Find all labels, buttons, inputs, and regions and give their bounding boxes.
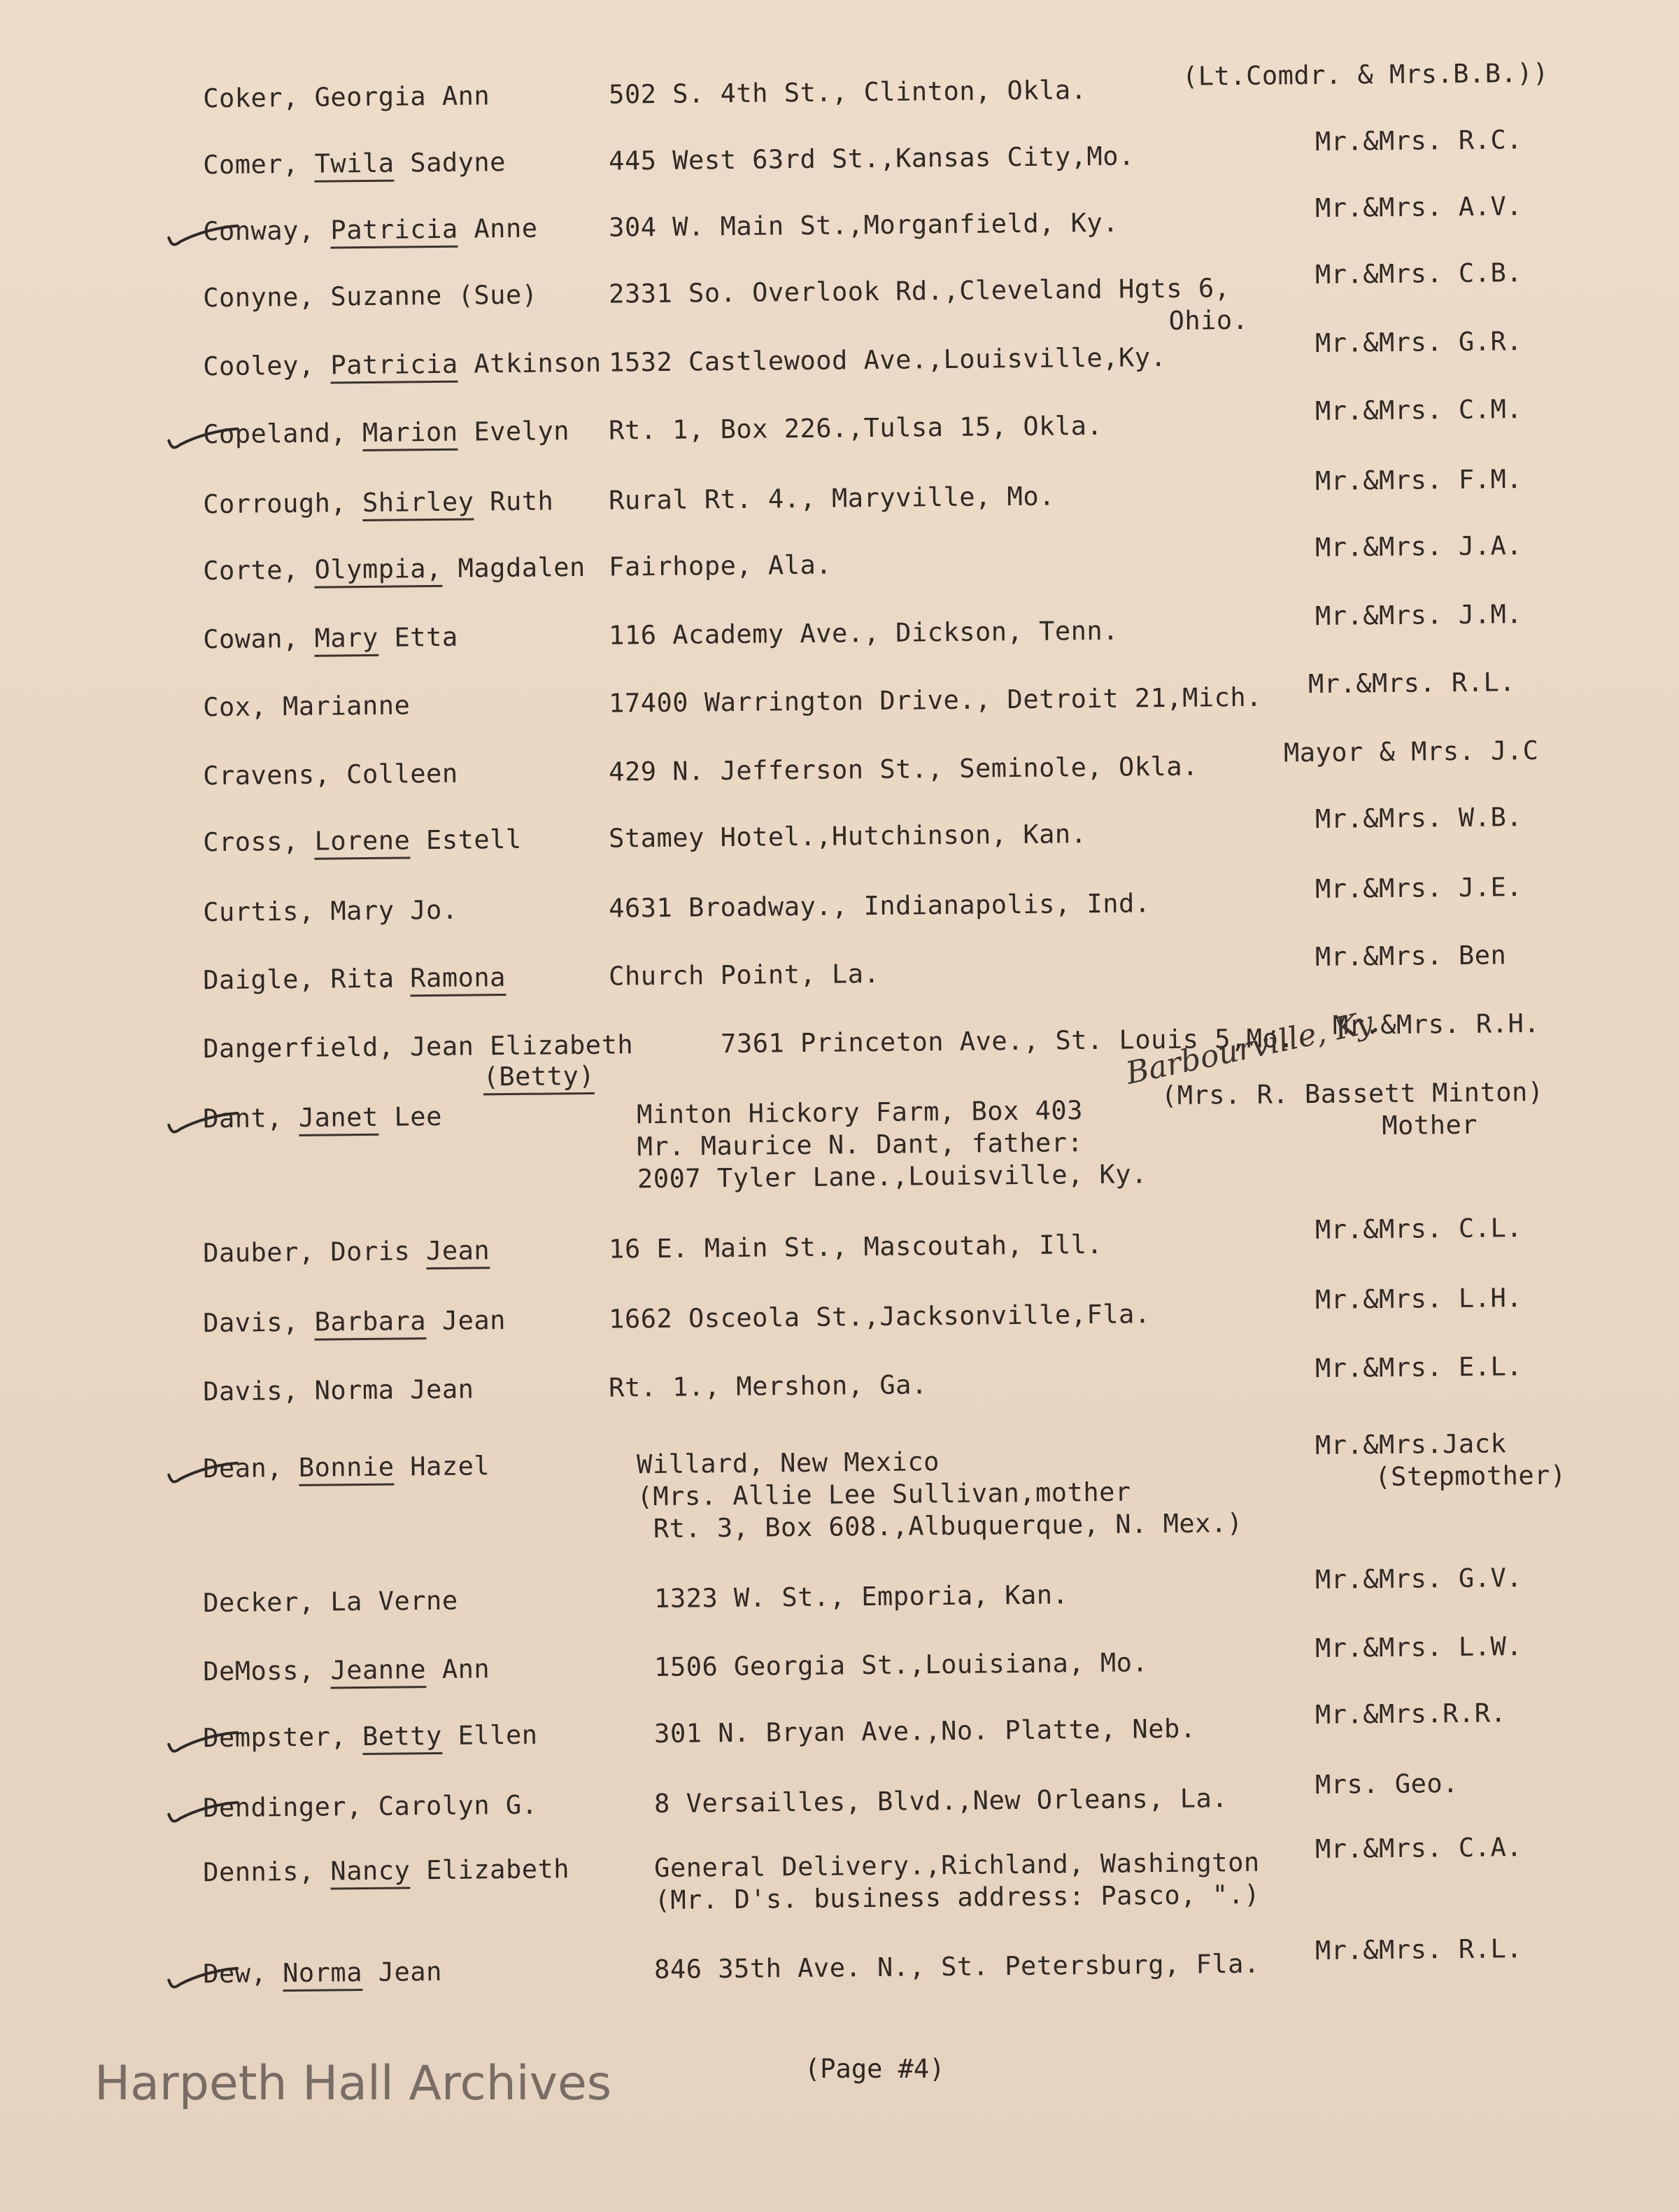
- directory-entry: [0, 1213, 1679, 1269]
- check-mark-icon: [164, 1459, 241, 1488]
- student-name: Dendinger, Carolyn G.: [203, 1789, 538, 1824]
- directory-entry: [0, 1631, 1679, 1687]
- student-name: Davis, Barbara Jean: [203, 1304, 506, 1340]
- directory-entry: [0, 326, 1679, 382]
- student-name: Cowan, Mary Etta: [203, 621, 458, 656]
- address-line: 429 N. Jefferson St., Seminole, Okla.: [608, 751, 1199, 787]
- address-line: 304 W. Main St.,Morganfield, Ky.: [608, 207, 1119, 243]
- address-line: Rt. 1., Mershon, Ga.: [608, 1369, 928, 1403]
- parents-line: (Lt.Comdr. & Mrs.B.B.)): [1182, 57, 1550, 92]
- address-line: Minton Hickory Farm, Box 403: [636, 1095, 1084, 1130]
- directory-entry: [0, 1768, 1679, 1824]
- address-line: (Mrs. Allie Lee Sullivan,mother: [637, 1477, 1131, 1512]
- check-mark-icon: [164, 1109, 241, 1138]
- student-name: Dew, Norma Jean: [203, 1955, 442, 1991]
- address-line: Stamey Hotel.,Hutchinson, Kan.: [608, 819, 1087, 854]
- directory-entry: [0, 1698, 1679, 1754]
- directory-entry: [0, 802, 1679, 858]
- parents-line: Mr.&Mrs. C.A.: [1315, 1832, 1523, 1864]
- student-name: Daigle, Rita Ramona: [203, 961, 506, 997]
- address-line: Rural Rt. 4., Maryville, Mo.: [608, 481, 1056, 516]
- address-line: 502 S. 4th St., Clinton, Okla.: [608, 75, 1087, 110]
- directory-entry: [0, 57, 1679, 114]
- address-line: 17400 Warrington Drive., Detroit 21,Mich.: [608, 682, 1263, 719]
- parents-line: Mr.&Mrs. W.B.: [1315, 802, 1523, 834]
- student-name: Curtis, Mary Jo.: [203, 894, 458, 928]
- directory-entry: [0, 667, 1679, 723]
- check-mark-icon: [164, 1798, 241, 1827]
- student-name: Cross, Lorene Estell: [203, 823, 522, 859]
- student-name: Dangerfield, Jean Elizabeth: [203, 1029, 634, 1064]
- parents-line: Mother: [1382, 1109, 1478, 1141]
- student-name: Coker, Georgia Ann: [203, 80, 490, 114]
- student-name: Dempster, Betty Ellen: [203, 1719, 538, 1756]
- directory-entry: [0, 735, 1679, 791]
- student-name: Cravens, Colleen: [203, 758, 458, 791]
- address-line: 301 N. Bryan Ave.,No. Platte, Neb.: [653, 1713, 1196, 1749]
- parents-line: Mr.&Mrs. J.E.: [1315, 872, 1523, 904]
- address-line: Rt. 1, Box 226.,Tulsa 15, Okla.: [608, 410, 1103, 446]
- parents-line: Mr.&Mrs. R.L.: [1315, 1933, 1523, 1966]
- parents-line: (Stepmother): [1375, 1460, 1566, 1493]
- parents-line: Mr.&Mrs. G.V.: [1315, 1563, 1523, 1595]
- parents-line: Mrs. Geo.: [1315, 1768, 1459, 1800]
- parents-line: Mr.&Mrs. C.M.: [1315, 394, 1523, 426]
- parents-line: Mr.&Mrs. R.L.: [1308, 667, 1516, 700]
- parents-line: Mayor & Mrs. J.C: [1283, 735, 1539, 768]
- directory-entry: [0, 394, 1679, 450]
- student-name: Dant, Janet Lee: [203, 1100, 442, 1136]
- parents-line: Mr.&Mrs. G.R.: [1315, 326, 1523, 358]
- directory-entry: [0, 599, 1679, 655]
- parents-line: Mr.&Mrs. C.L.: [1315, 1213, 1523, 1245]
- directory-entry: [0, 125, 1679, 181]
- address-line: Willard, New Mexico: [636, 1446, 940, 1480]
- directory-entry: [0, 1283, 1679, 1339]
- directory-entry: [0, 258, 1679, 336]
- parents-line: Mr.&Mrs. C.B.: [1315, 258, 1523, 290]
- parents-line: (Mrs. R. Bassett Minton): [1161, 1076, 1544, 1111]
- directory-entry: [0, 1832, 1679, 1916]
- student-nickname: (Betty): [483, 1059, 595, 1094]
- check-mark-icon: [164, 222, 241, 251]
- address-line: 2331 So. Overlook Rd.,Cleveland Hgts 6,: [608, 273, 1231, 309]
- student-name: DeMoss, Jeanne Ann: [203, 1652, 490, 1689]
- parents-line: Mr.&Mrs. E.L.: [1315, 1351, 1523, 1383]
- address-line: 2007 Tyler Lane.,Louisville, Ky.: [637, 1159, 1148, 1195]
- check-mark-icon: [164, 1964, 241, 1993]
- directory-entry: [0, 872, 1679, 928]
- student-name: Corrough, Shirley Ruth: [203, 484, 554, 521]
- student-name: Copeland, Marion Evelyn: [203, 414, 569, 451]
- student-name: Cooley, Patricia Atkinson: [203, 346, 602, 383]
- parents-line: Mr.&Mrs. F.M.: [1315, 464, 1523, 496]
- address-line: Rt. 3, Box 608.,Albuquerque, N. Mex.): [637, 1507, 1243, 1544]
- student-name: Davis, Norma Jean: [203, 1374, 474, 1407]
- address-line: Mr. Maurice N. Dant, father:: [637, 1127, 1084, 1162]
- directory-entry: [0, 1351, 1679, 1407]
- student-name: Decker, La Verne: [203, 1585, 458, 1619]
- parents-line: Mr.&Mrs. L.W.: [1315, 1631, 1523, 1663]
- directory-entry: [0, 464, 1679, 520]
- address-line: 1323 W. St., Emporia, Kan.: [653, 1579, 1069, 1614]
- archive-watermark: Harpeth Hall Archives: [94, 2056, 612, 2111]
- address-line: Ohio.: [1168, 304, 1249, 336]
- address-line: Fairhope, Ala.: [608, 549, 833, 582]
- student-name: Cox, Marianne: [203, 690, 411, 723]
- check-mark-icon: [164, 425, 241, 453]
- directory-entry: [0, 1428, 1679, 1544]
- address-line: 1532 Castlewood Ave.,Louisville,Ky.: [608, 341, 1167, 378]
- check-mark-icon: [164, 1728, 241, 1757]
- page-number: (Page #4): [805, 2054, 945, 2084]
- student-name: Dean, Bonnie Hazel: [203, 1449, 490, 1486]
- address-line: (Mr. D's. business address: Pasco, ".): [654, 1879, 1261, 1916]
- directory-entry: [0, 1933, 1679, 1989]
- address-line: 846 35th Ave. N., St. Petersburg, Fla.: [653, 1948, 1260, 1985]
- student-name: Conway, Patricia Anne: [203, 212, 538, 249]
- address-line: 1506 Georgia St.,Louisiana, Mo.: [653, 1647, 1149, 1683]
- parents-line: Mr.&Mrs.R.R.: [1315, 1698, 1507, 1730]
- student-name: Dennis, Nancy Elizabeth: [203, 1852, 569, 1889]
- parents-line: Mr.&Mrs.Jack: [1315, 1428, 1507, 1460]
- directory-entry: [0, 1563, 1679, 1619]
- parents-line: Mr.&Mrs. Ben: [1315, 940, 1507, 972]
- student-name: Dauber, Doris Jean: [203, 1235, 490, 1269]
- handwritten-note: Barbourville, Ky.: [1123, 1003, 1382, 1092]
- parents-line: Mr.&Mrs. J.A.: [1315, 530, 1523, 563]
- directory-entry: [0, 191, 1679, 247]
- address-line: 8 Versailles, Blvd.,New Orleans, La.: [653, 1783, 1228, 1819]
- student-name: Corte, Olympia, Magdalen: [203, 551, 586, 588]
- student-name: Conyne, Suzanne (Sue): [203, 279, 538, 314]
- directory-entry: [0, 530, 1679, 586]
- parents-line: Mr.&Mrs. L.H.: [1315, 1283, 1523, 1315]
- parents-line: Mr.&Mrs. A.V.: [1315, 191, 1523, 223]
- parents-line: Mr.&Mrs. R.H.: [1332, 1008, 1540, 1041]
- address-line: 445 West 63rd St.,Kansas City,Mo.: [608, 141, 1135, 176]
- address-line: 7361 Princeton Ave., St. Louis 5,Mo.: [720, 1023, 1295, 1059]
- parents-line: Mr.&Mrs. J.M.: [1315, 599, 1523, 631]
- address-line: 16 E. Main St., Mascoutah, Ill.: [608, 1229, 1103, 1264]
- address-line: 116 Academy Ave., Dickson, Tenn.: [608, 615, 1119, 651]
- address-line: 1662 Osceola St.,Jacksonville,Fla.: [608, 1299, 1151, 1334]
- student-name: Comer, Twila Sadyne: [203, 146, 506, 182]
- address-line: 4631 Broadway., Indianapolis, Ind.: [608, 888, 1151, 924]
- directory-entry: [0, 940, 1679, 996]
- address-line: General Delivery.,Richland, Washington: [653, 1847, 1260, 1884]
- parents-line: Mr.&Mrs. R.C.: [1315, 125, 1523, 157]
- address-line: Church Point, La.: [608, 958, 880, 992]
